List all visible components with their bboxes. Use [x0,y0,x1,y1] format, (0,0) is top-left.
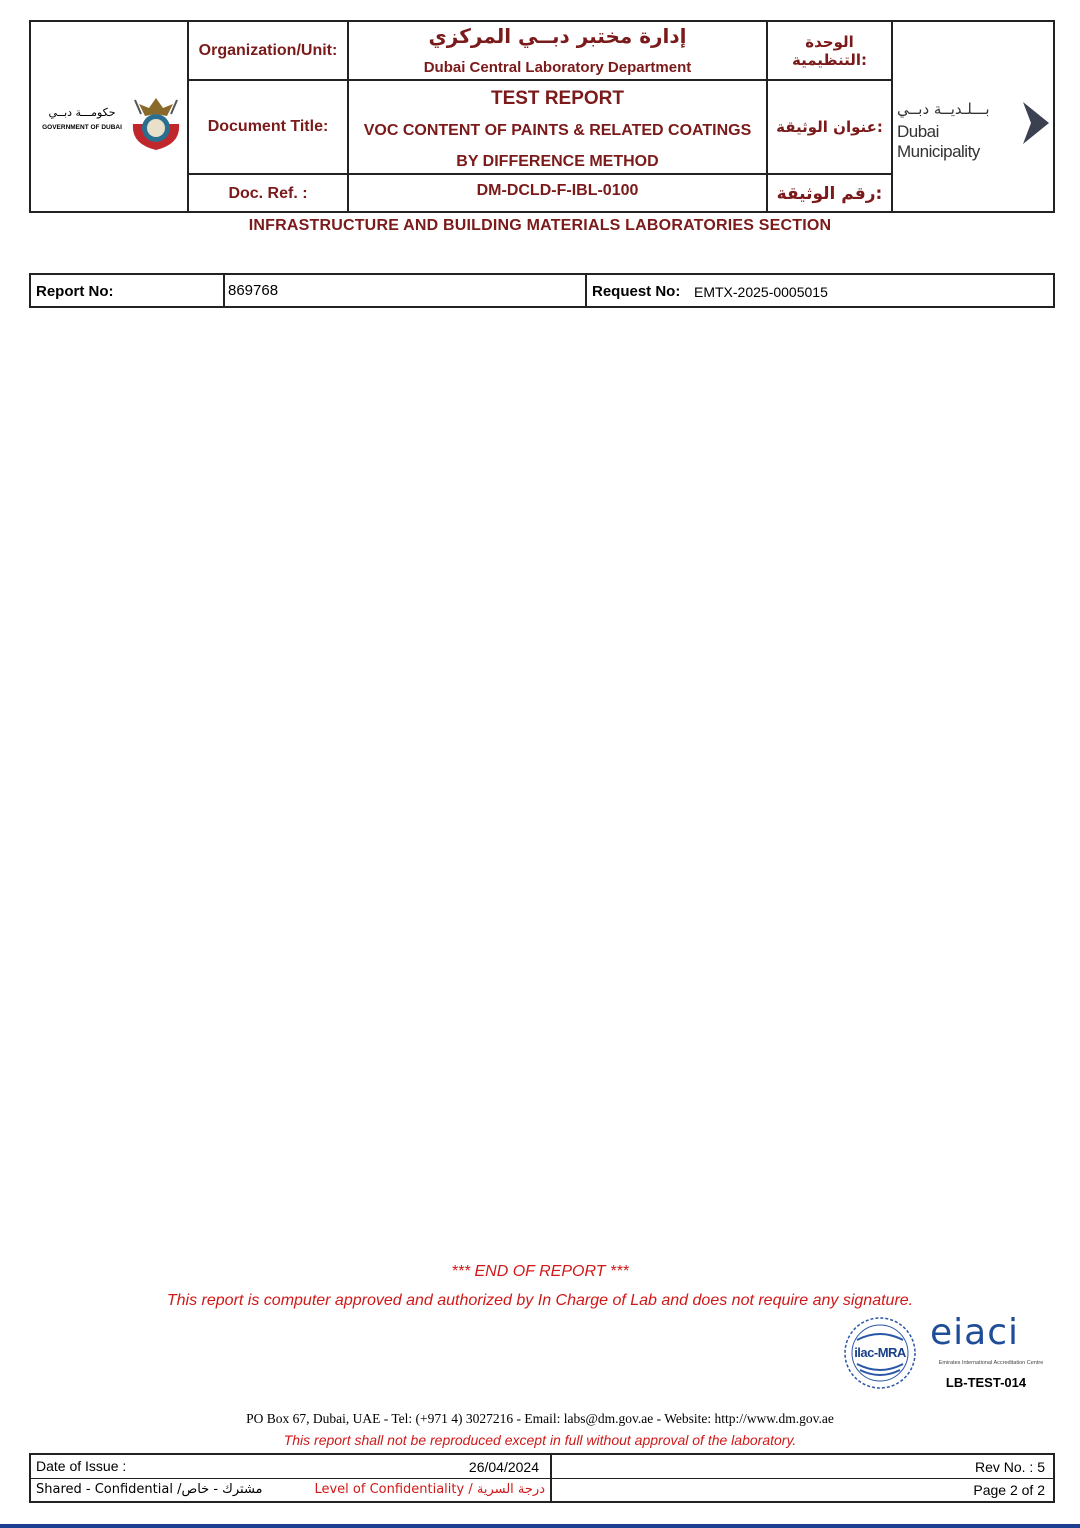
document-title-label: Document Title: [207,118,329,135]
logo-english-text: Dubai Municipality [897,122,980,161]
ilac-mra-logo [843,1316,917,1390]
bottom-table-divider [31,1478,1053,1479]
eiac-wordmark: eiaci [930,1312,1020,1353]
document-title-label-arabic: عنوان الوثيقة: [776,118,883,136]
approval-note: This report is computer approved and authorized by In Charge of Lab and does not require any signature. [166,1292,914,1309]
eiac-subtitle: Emirates International Accreditation Centre [938,1360,1044,1366]
doc-ref-label-arabic: رقم الوثيقة: [776,184,883,204]
report-row-divider [223,275,225,306]
government-of-dubai-logo [35,92,185,152]
org-label: Organization/Unit: [198,41,338,59]
org-value-arabic: إدارة مختبر دبــي المركزي [428,24,687,48]
org-value-english: Dubai Central Laboratory Department [423,59,692,76]
confidentiality-label: Level of Confidentiality / درجة السرية [314,1482,545,1497]
doc-ref-value: DM-DCLD-F-IBL-0100 [476,182,639,199]
footer-bar [0,1524,1080,1528]
report-no-label: Report No: [36,283,114,300]
eiac-logo [928,1312,1054,1372]
issue-info-table [29,1453,1055,1503]
request-no-label: Request No: [592,283,681,300]
falcon-emblem-icon [127,94,185,152]
org-label-arabic: الوحدة التنظيمية: [791,32,868,69]
report-info-row [29,273,1055,308]
section-title: INFRASTRUCTURE AND BUILDING MATERIALS LABORATORIES SECTION [248,217,832,234]
logo-arabic-text: بـــلـديــة دبــي [897,100,990,118]
ilac-mra-text: ilac-MRA [854,1345,906,1360]
date-of-issue-label: Date of Issue : [36,1458,127,1474]
accreditation-code: LB-TEST-014 [945,1375,1027,1390]
rev-no: Rev No. : 5 [974,1459,1045,1475]
chevron-right-icon [1019,100,1051,146]
document-title-main: TEST REPORT [490,88,624,109]
logo-english-text: GOVERNMENT OF DUBAI [42,124,122,131]
document-title-line2: BY DIFFERENCE METHOD [456,153,659,170]
report-row-divider [585,275,587,306]
end-of-report: *** END OF REPORT *** [451,1263,629,1280]
doc-ref-label: Doc. Ref. : [228,185,308,202]
request-no-value: EMTX-2025-0005015 [694,284,828,300]
dubai-municipality-logo [893,92,1053,161]
logo-arabic-text: حكومـــة دبــي [48,106,116,119]
page-number: Page 2 of 2 [973,1482,1045,1498]
document-header [29,20,1055,213]
contact-info: PO Box 67, Dubai, UAE - Tel: (+971 4) 3027216 - Email: labs@dm.gov.ae - Website: http://www.dm.gov.ae [246,1411,834,1426]
report-no-value: 869768 [228,282,279,299]
confidentiality-value: Shared - Confidential /مشترك - خاص [36,1482,263,1497]
date-of-issue-value: 26/04/2024 [468,1459,539,1475]
reproduction-note: This report shall not be reproduced except in full without approval of the laboratory. [283,1432,797,1448]
document-title-line1: VOC CONTENT OF PAINTS & RELATED COATINGS [363,122,752,139]
